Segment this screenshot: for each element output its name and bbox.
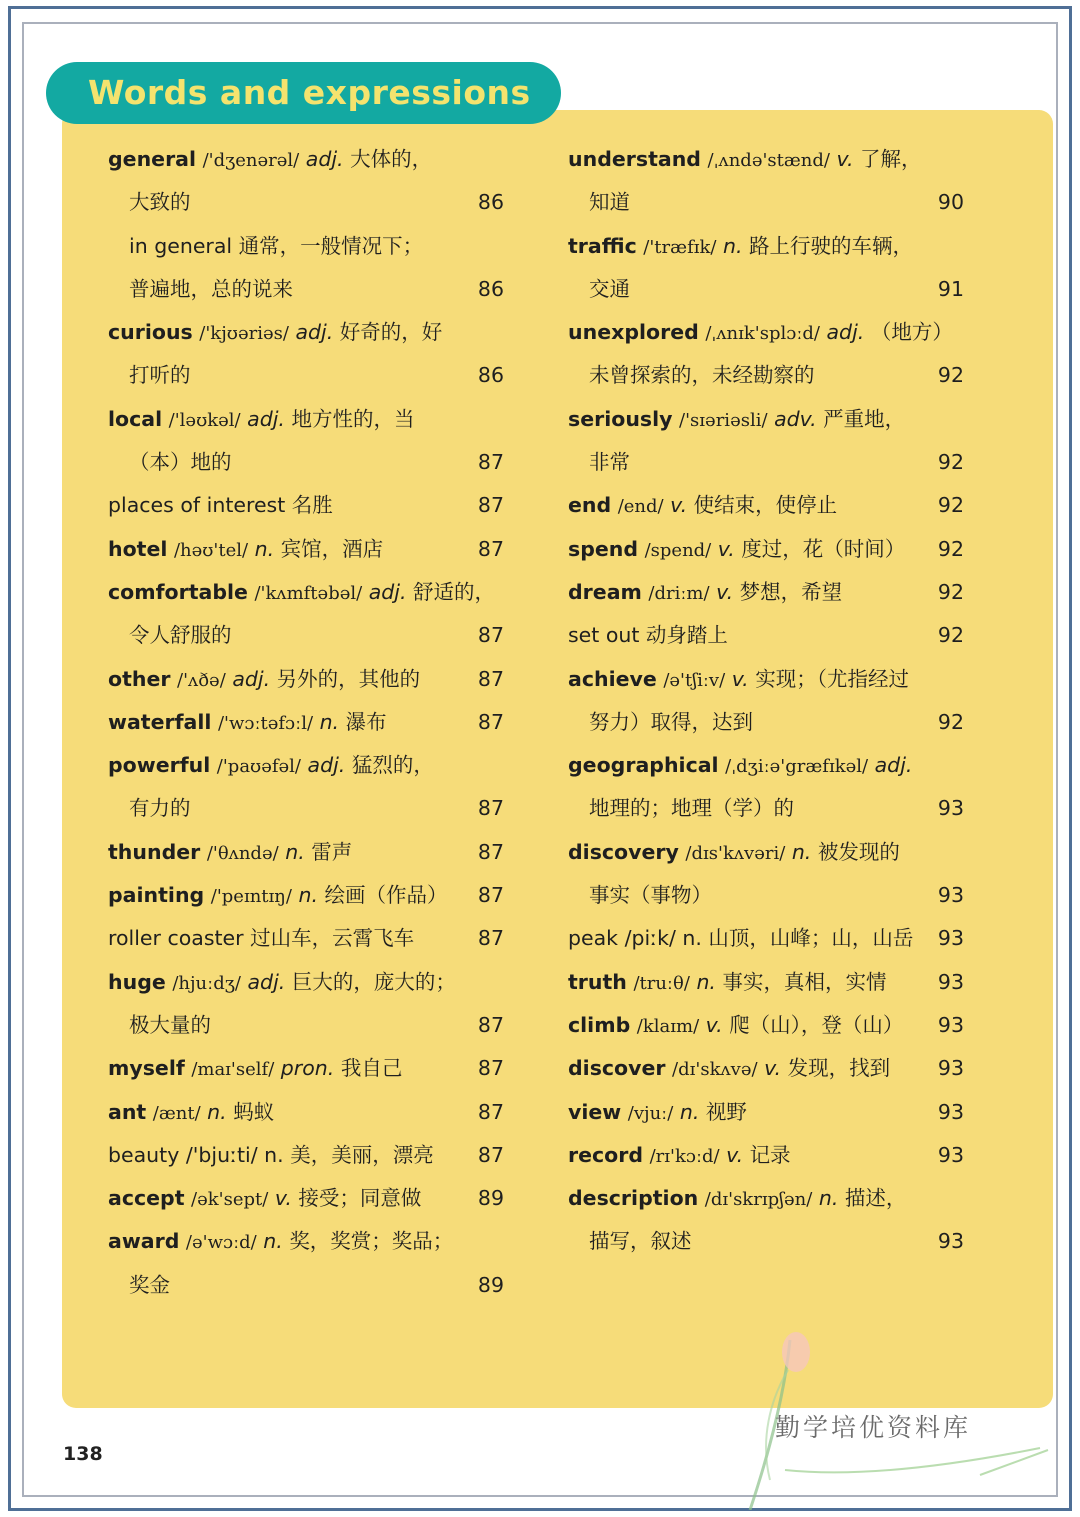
definition: 视野	[705, 1099, 747, 1124]
part-of-speech: adj.	[247, 969, 286, 994]
entry-line	[108, 528, 508, 571]
page-reference: 93	[937, 926, 964, 951]
definition: 实现；（尤指经过	[755, 666, 909, 691]
entry-line	[108, 831, 508, 874]
part-of-speech: n.	[298, 883, 318, 908]
page-reference: 87	[477, 1056, 504, 1081]
definition: 接受；同意做	[298, 1186, 422, 1211]
phonetic: /həʊ'tel/	[173, 539, 249, 561]
entry-line	[108, 181, 508, 224]
phonetic: /ə'tʃiːv/	[663, 669, 726, 691]
definition: 舒适的，	[413, 579, 496, 604]
part-of-speech: n.	[723, 233, 743, 258]
headword: climb	[568, 1012, 631, 1037]
part-of-speech: v.	[726, 1142, 744, 1167]
definition: 另外的，其他的	[276, 666, 421, 691]
entry-line	[108, 1134, 508, 1177]
phonetic: /ˌʌndə'stænd/	[707, 150, 830, 171]
definition: 巨大的，庞大的；	[291, 969, 456, 994]
definition: 路上行驶的车辆，	[749, 233, 914, 258]
part-of-speech: n.	[254, 536, 275, 561]
page-reference: 89	[477, 1272, 504, 1297]
part-of-speech: v.	[764, 1056, 782, 1081]
entry-line	[568, 138, 968, 181]
headword: general	[108, 147, 197, 171]
page-reference: 91	[937, 276, 964, 301]
entry-line	[108, 701, 508, 744]
headword: truth	[568, 969, 627, 994]
part-of-speech: n.	[319, 709, 340, 734]
page-reference: 87	[477, 666, 504, 691]
part-of-speech: adj.	[295, 320, 334, 345]
definition-continued: 打听的	[129, 363, 191, 388]
page-reference: 93	[937, 1056, 964, 1081]
page-reference: 92	[937, 450, 964, 475]
phonetic: /vjuː/	[627, 1102, 674, 1124]
page-reference: 87	[477, 1142, 504, 1167]
headword: thunder	[108, 839, 201, 864]
part-of-speech: n.	[818, 1186, 839, 1211]
definition: 绘画（作品）	[324, 883, 448, 908]
headword: end	[568, 493, 612, 518]
definition: 度过，花（时间）	[741, 536, 906, 561]
entry-line	[568, 744, 968, 787]
part-of-speech: n.	[207, 1099, 227, 1124]
phonetic: /'paʊəfəl/	[216, 756, 301, 778]
headword: discovery	[568, 839, 679, 864]
definition-continued: 知道	[589, 190, 630, 215]
headword: dream	[568, 579, 642, 604]
phrase-entry: peak /piːk/ n. 山顶，山峰；山，山岳	[568, 926, 914, 951]
vocabulary-column-right	[568, 138, 968, 1264]
definition-continued: （本）地的	[129, 450, 232, 475]
entry-line	[108, 744, 508, 787]
page-reference: 92	[937, 579, 964, 604]
page-reference: 87	[477, 926, 504, 951]
part-of-speech: n.	[679, 1099, 700, 1124]
definition: 记录	[749, 1142, 791, 1167]
headword: curious	[108, 320, 193, 345]
part-of-speech: n.	[263, 1229, 283, 1254]
headword: comfortable	[108, 579, 248, 604]
entry-line	[108, 1220, 508, 1263]
definition: 严重地，	[823, 406, 906, 431]
headword: view	[568, 1099, 622, 1124]
page-reference: 93	[937, 1099, 964, 1124]
entry-line	[568, 181, 968, 224]
page-reference: 86	[477, 276, 504, 301]
part-of-speech: adv.	[774, 406, 817, 431]
entry-line	[568, 571, 968, 614]
phonetic: /'dʒenərəl/	[202, 150, 300, 171]
entry-line	[568, 225, 968, 268]
entry-line	[568, 1004, 968, 1047]
entry-line	[568, 484, 968, 527]
entry-line	[568, 354, 968, 397]
entry-line	[568, 658, 968, 701]
page-reference: 87	[477, 839, 504, 864]
definition: （地方）	[870, 320, 953, 345]
entry-line	[568, 1177, 968, 1220]
watermark-text: 勤学培优资料库	[775, 1413, 972, 1442]
page-reference: 92	[937, 623, 964, 648]
part-of-speech: adj.	[232, 666, 271, 691]
phonetic: /'θʌndə/	[206, 842, 279, 864]
entry-line	[568, 701, 968, 744]
entry-line	[568, 1047, 968, 1090]
page-reference: 93	[937, 1012, 964, 1037]
entry-line	[108, 138, 508, 181]
entry-line	[108, 787, 508, 830]
entry-line	[108, 874, 508, 917]
part-of-speech: adj.	[307, 753, 346, 778]
headword: description	[568, 1186, 699, 1211]
entry-line	[108, 658, 508, 701]
definition: 了解，	[860, 147, 922, 171]
definition: 地方性的，当	[291, 406, 415, 431]
headword: traffic	[568, 233, 637, 258]
entry-line	[568, 831, 968, 874]
headword: huge	[108, 969, 166, 994]
part-of-speech: pron.	[280, 1056, 335, 1081]
page-reference: 92	[937, 709, 964, 734]
headword: myself	[108, 1056, 185, 1081]
headword: geographical	[568, 753, 719, 778]
headword: accept	[108, 1186, 185, 1211]
phonetic: /ə'wɔːd/	[185, 1232, 257, 1254]
definition: 瀑布	[345, 709, 387, 734]
page-reference: 87	[477, 796, 504, 821]
page-reference: 90	[937, 190, 964, 215]
entry-line	[108, 441, 508, 484]
headword: seriously	[568, 406, 673, 431]
definition-continued: 普遍地，总的说来	[129, 276, 293, 301]
page-reference: 87	[477, 709, 504, 734]
definition-continued: 有力的	[129, 796, 191, 821]
definition-continued: 奖金	[129, 1272, 170, 1297]
definition-continued: 非常	[589, 450, 630, 475]
vocabulary-column-left	[108, 138, 508, 1307]
entry-line	[108, 1177, 508, 1220]
phonetic: /'ləʊkəl/	[168, 409, 241, 431]
entry-line	[108, 614, 508, 657]
headword: understand	[568, 147, 701, 171]
headword: record	[568, 1142, 644, 1167]
entry-line	[108, 268, 508, 311]
page-reference: 87	[477, 450, 504, 475]
entry-line	[108, 1264, 508, 1307]
page-reference: 93	[937, 969, 964, 994]
headword: spend	[568, 536, 639, 561]
phonetic: /hjuːdʒ/	[172, 972, 241, 994]
part-of-speech: adj.	[368, 579, 407, 604]
part-of-speech: n.	[696, 969, 716, 994]
entry-line	[568, 1091, 968, 1134]
entry-line	[568, 268, 968, 311]
entry-line	[108, 571, 508, 614]
part-of-speech: adj.	[826, 320, 865, 345]
entry-line	[108, 484, 508, 527]
phonetic: /ək'sept/	[191, 1189, 269, 1211]
entry-line	[568, 441, 968, 484]
entry-line	[568, 961, 968, 1004]
definition: 大体的，	[350, 147, 433, 171]
phonetic: /'wɔːtəfɔːl/	[217, 712, 314, 734]
headword: ant	[108, 1099, 147, 1124]
part-of-speech: v.	[274, 1186, 292, 1211]
page-reference: 87	[477, 1012, 504, 1037]
part-of-speech: adj.	[874, 753, 913, 778]
entry-line	[108, 917, 508, 960]
headword: discover	[568, 1056, 666, 1081]
page-reference: 93	[937, 1142, 964, 1167]
entry-line	[568, 1134, 968, 1177]
entry-line	[568, 528, 968, 571]
phrase-entry: roller coaster 过山车，云霄飞车	[108, 926, 415, 951]
phonetic: /klaɪm/	[636, 1015, 700, 1037]
headword: hotel	[108, 536, 168, 561]
definition-continued: 事实（事物）	[589, 883, 712, 908]
definition-continued: 未曾探索的，未经勘察的	[589, 363, 815, 388]
entry-line	[568, 874, 968, 917]
phonetic: /'ʌðə/	[177, 669, 226, 691]
page-reference: 87	[477, 623, 504, 648]
definition: 事实，真相，实情	[722, 969, 887, 994]
page-reference: 87	[477, 536, 504, 561]
page-reference: 87	[477, 493, 504, 518]
page-reference: 87	[477, 883, 504, 908]
page-reference: 93	[937, 796, 964, 821]
entry-line	[568, 311, 968, 354]
phonetic: /'træfɪk/	[643, 236, 717, 258]
page-reference: 89	[477, 1186, 504, 1211]
definition: 使结束，使停止	[693, 493, 838, 518]
phonetic: /dɪs'kʌvəri/	[685, 842, 786, 864]
part-of-speech: v.	[705, 1012, 723, 1037]
phrase-entry: beauty /'bjuːti/ n. 美，美丽，漂亮	[108, 1142, 434, 1167]
definition-continued: 描写，叙述	[589, 1229, 692, 1254]
entry-line	[108, 1091, 508, 1134]
phonetic: /end/	[617, 496, 664, 518]
phonetic: /'sɪəriəsli/	[679, 409, 768, 431]
phonetic: /'peɪntɪŋ/	[210, 886, 292, 908]
definition: 猛烈的，	[351, 753, 434, 778]
definition-continued: 努力）取得，达到	[589, 709, 753, 734]
page-reference: 92	[937, 363, 964, 388]
page-reference: 92	[937, 493, 964, 518]
headword: achieve	[568, 666, 657, 691]
page-reference: 93	[937, 883, 964, 908]
headword: painting	[108, 883, 205, 908]
phonetic: /'kʌmftəbəl/	[254, 582, 363, 604]
page-number: 138	[63, 1443, 103, 1465]
entry-line	[108, 311, 508, 354]
page-reference: 86	[477, 190, 504, 215]
part-of-speech: adj.	[247, 406, 285, 431]
phonetic: /truːθ/	[633, 972, 690, 994]
page-reference: 86	[477, 363, 504, 388]
page-reference: 87	[477, 1099, 504, 1124]
phonetic: /dɪ'skʌvə/	[672, 1059, 758, 1081]
definition-continued: 令人舒服的	[129, 623, 232, 648]
definition-continued: 大致的	[129, 190, 191, 215]
definition: 蚂蚁	[233, 1099, 275, 1124]
phonetic: /ænt/	[152, 1102, 201, 1124]
definition: 梦想，希望	[739, 579, 843, 604]
phrase-entry: set out 动身踏上	[568, 623, 728, 648]
part-of-speech: adj.	[305, 147, 344, 171]
part-of-speech: v.	[716, 579, 734, 604]
entry-line	[568, 917, 968, 960]
entry-line	[568, 614, 968, 657]
phonetic: /dɪ'skrɪpʃən/	[704, 1189, 813, 1211]
entry-line	[108, 225, 508, 268]
definition: 发现，找到	[787, 1056, 891, 1081]
entry-line	[108, 398, 508, 441]
section-title: Words and expressions	[46, 62, 561, 124]
definition: 描述，	[844, 1186, 907, 1211]
entry-line	[108, 1004, 508, 1047]
phonetic: /rɪ'kɔːd/	[649, 1145, 720, 1167]
headword: award	[108, 1229, 180, 1254]
part-of-speech: n.	[285, 839, 305, 864]
definition: 奖，奖赏；奖品；	[289, 1229, 454, 1254]
phonetic: /'kjʊəriəs/	[199, 323, 289, 345]
definition-continued: in general 通常，一般情况下；	[129, 233, 424, 258]
headword: other	[108, 666, 171, 691]
part-of-speech: v.	[717, 536, 735, 561]
phonetic: /driːm/	[648, 582, 710, 604]
entry-line	[108, 1047, 508, 1090]
phonetic: /ˌdʒiːə'græfɪkəl/	[725, 756, 869, 778]
phonetic: /maɪ'self/	[191, 1059, 275, 1081]
definition: 好奇的，好	[339, 320, 443, 345]
entry-line	[568, 787, 968, 830]
phonetic: /ˌʌnɪk'splɔːd/	[705, 323, 820, 345]
headword: unexplored	[568, 320, 699, 345]
definition-continued: 地理的；地理（学）的	[589, 796, 794, 821]
entry-line	[568, 1220, 968, 1263]
headword: powerful	[108, 753, 211, 778]
definition: 雷声	[311, 839, 353, 864]
phonetic: /spend/	[644, 539, 712, 561]
part-of-speech: v.	[836, 147, 854, 171]
entry-line	[108, 961, 508, 1004]
page-reference: 93	[937, 1229, 964, 1254]
definition: 被发现的	[817, 839, 900, 864]
definition: 我自己	[340, 1056, 403, 1081]
part-of-speech: v.	[731, 666, 749, 691]
entry-line	[108, 354, 508, 397]
phrase-entry: places of interest 名胜	[108, 493, 333, 518]
definition: 宾馆，酒店	[280, 536, 384, 561]
part-of-speech: v.	[670, 493, 688, 518]
headword: waterfall	[108, 709, 212, 734]
entry-line	[568, 398, 968, 441]
definition-continued: 极大量的	[129, 1012, 211, 1037]
definition-continued: 交通	[589, 276, 630, 301]
definition: 爬（山），登（山）	[729, 1012, 904, 1037]
headword: local	[108, 406, 163, 431]
part-of-speech: n.	[791, 839, 812, 864]
page-reference: 92	[937, 536, 964, 561]
